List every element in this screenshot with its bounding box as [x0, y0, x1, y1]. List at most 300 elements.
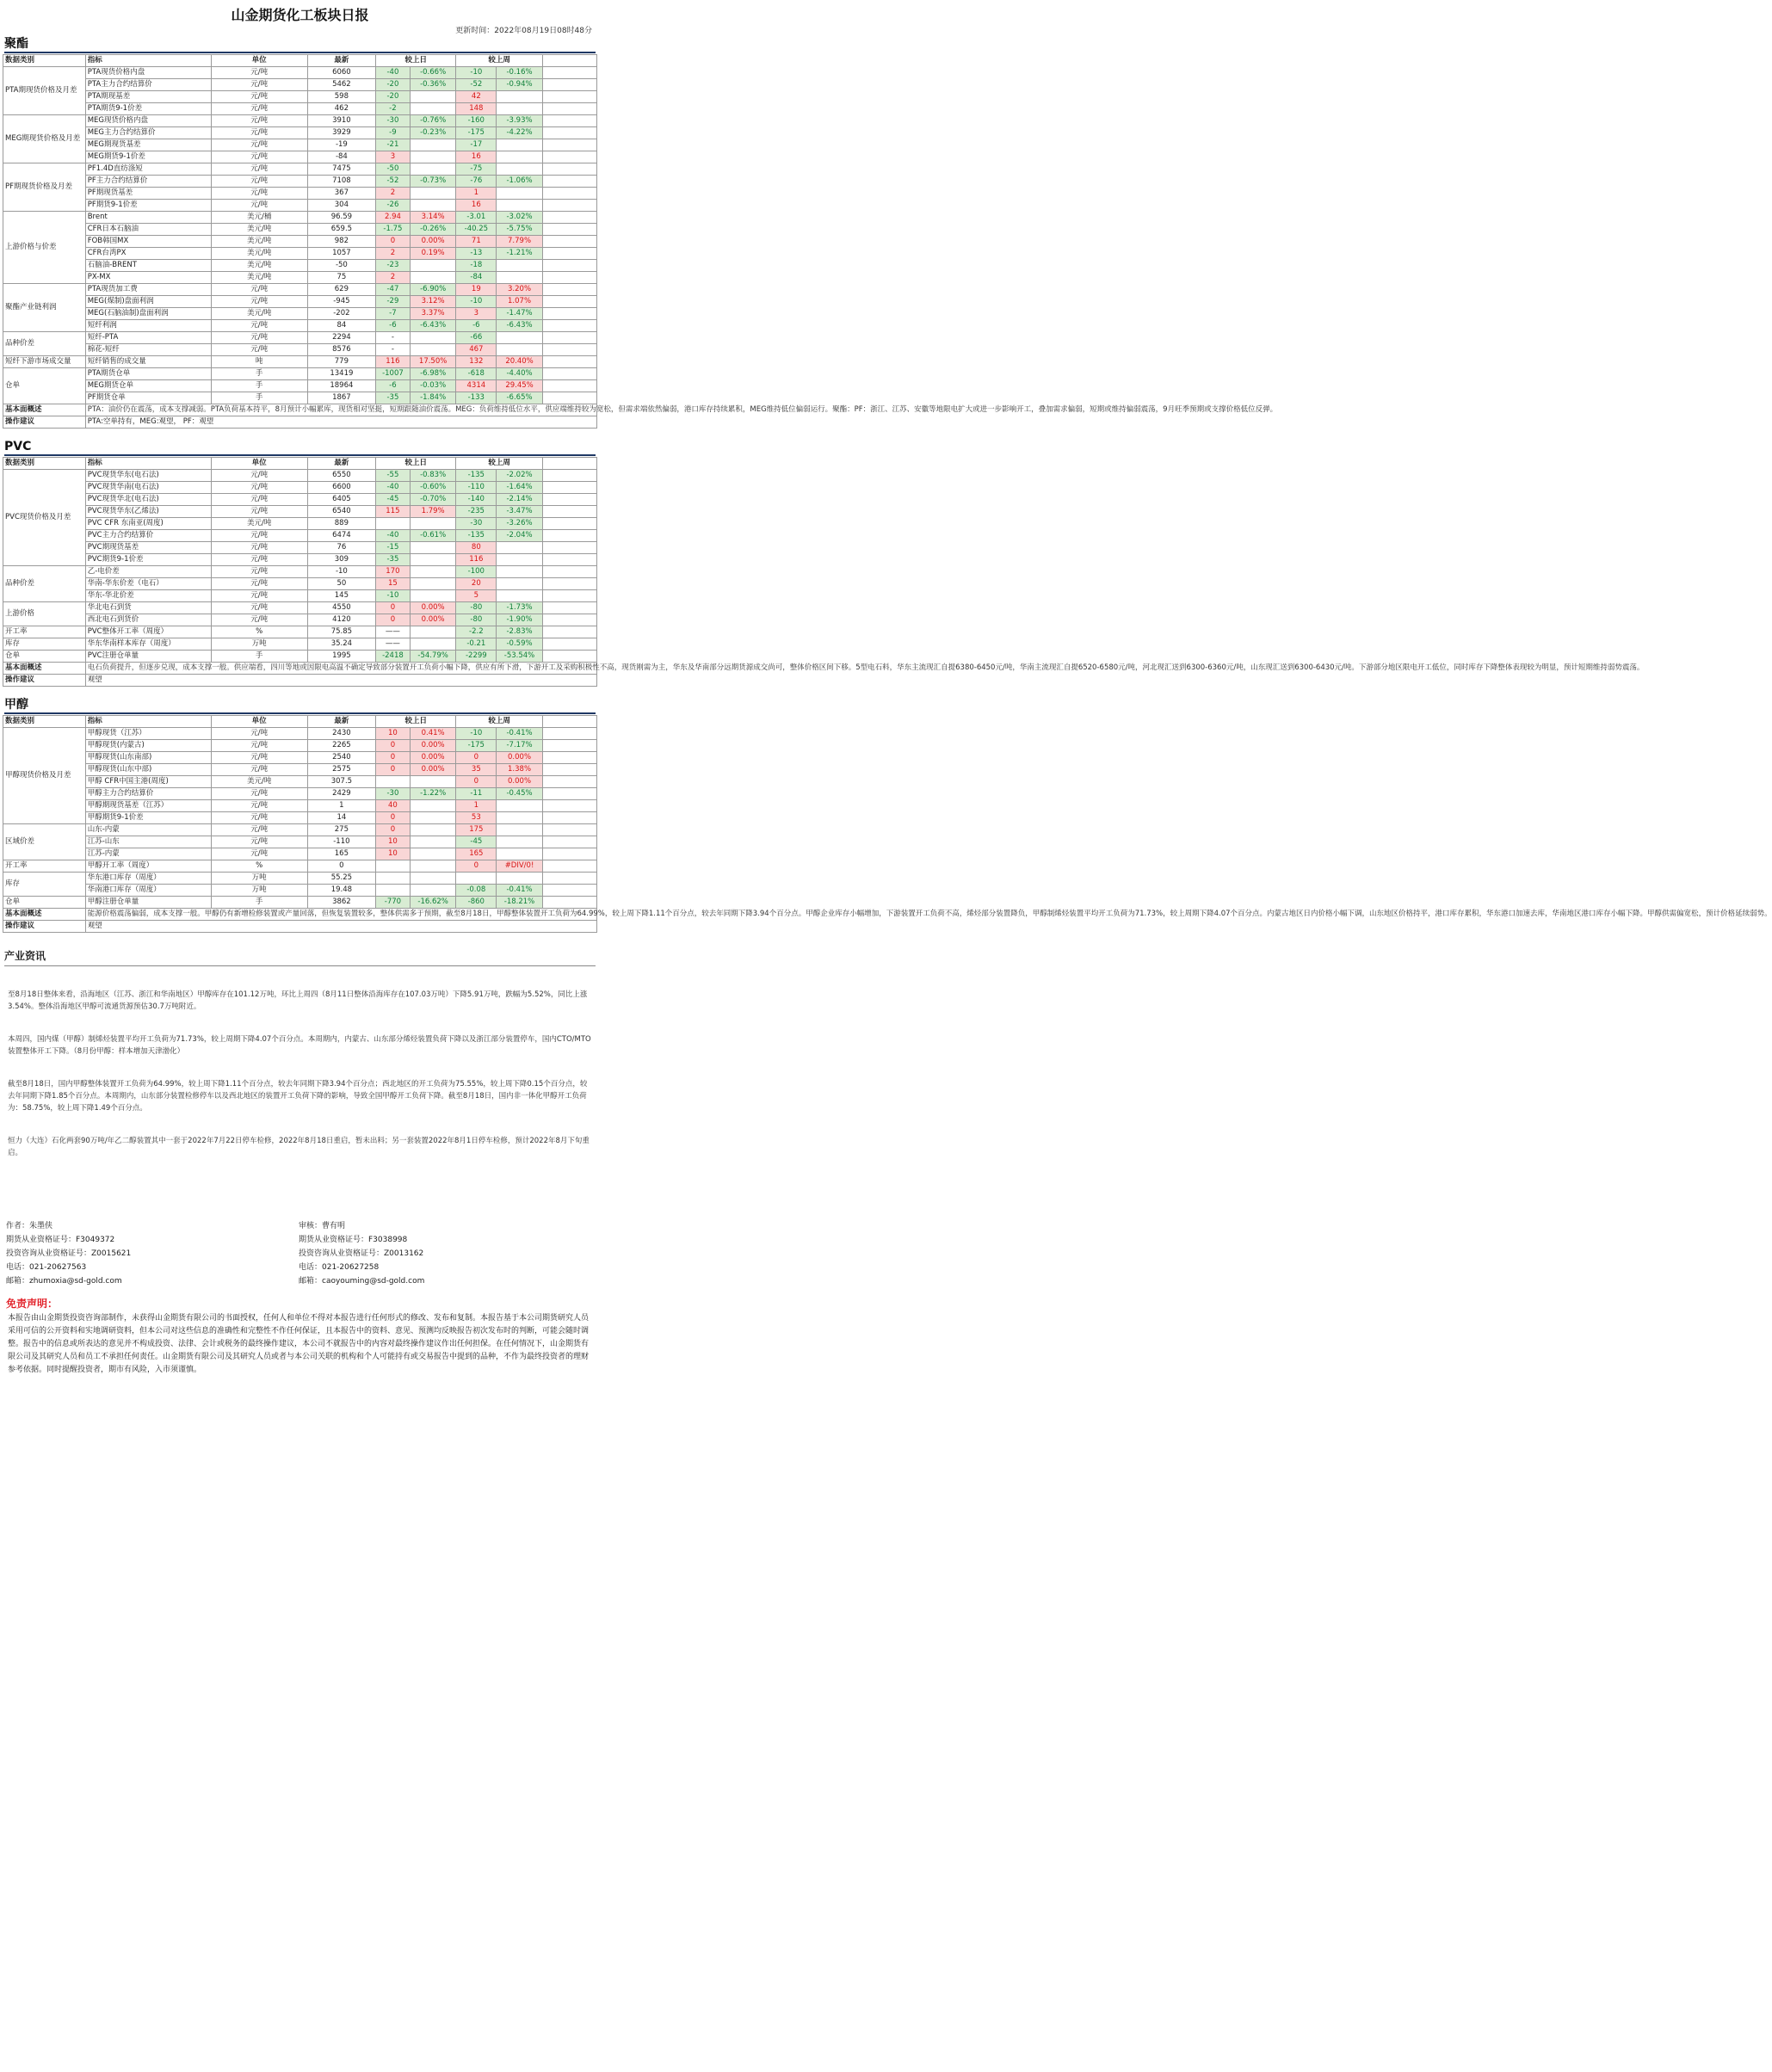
header-spacer: [542, 716, 596, 728]
category-cell: 开工率: [3, 860, 86, 873]
wow-pct-cell: [497, 590, 543, 602]
wow-pct-cell: -0.16%: [497, 67, 543, 79]
table-row: [3, 188, 597, 200]
wow-change-cell: 1: [456, 800, 497, 812]
category-cell: 聚酯产业链利润: [3, 284, 86, 332]
unit-cell: 元/吨: [211, 127, 307, 139]
dod-change-cell: 0: [376, 752, 411, 764]
unit-cell: 元/吨: [211, 151, 307, 163]
wow-pct-cell: -0.94%: [497, 79, 543, 91]
unit-cell: 元/吨: [211, 788, 307, 800]
section-divider: [4, 52, 596, 53]
latest-cell: 6600: [307, 482, 375, 494]
category-cell: PF期现货价格及月差: [3, 163, 86, 212]
wow-change-cell: 1: [456, 188, 497, 200]
advice-label: 操作建议: [3, 675, 86, 687]
latest-cell: 7475: [307, 163, 375, 176]
wow-pct-cell: 3.20%: [497, 284, 543, 296]
latest-cell: 6060: [307, 67, 375, 79]
unit-cell: 元/吨: [211, 542, 307, 554]
indicator-cell: PVC CFR 东南亚(周度): [85, 518, 211, 530]
table-row: [3, 590, 597, 602]
latest-cell: 659.5: [307, 224, 375, 236]
wow-change-cell: 16: [456, 151, 497, 163]
indicator-cell: PF主力合约结算价: [85, 176, 211, 188]
dod-pct-cell: [410, 590, 456, 602]
spacer-cell: [542, 897, 596, 909]
unit-cell: 元/吨: [211, 320, 307, 332]
latest-cell: 2265: [307, 740, 375, 752]
dod-change-cell: -23: [376, 260, 411, 272]
latest-cell: 2429: [307, 788, 375, 800]
dod-pct-cell: -0.61%: [410, 530, 456, 542]
dod-change-cell: 10: [376, 728, 411, 740]
unit-cell: 万吨: [211, 873, 307, 885]
dod-change-cell: 116: [376, 356, 411, 368]
header-category: 数据类别: [3, 716, 86, 728]
latest-cell: 5462: [307, 79, 375, 91]
header-indicator: 指标: [85, 716, 211, 728]
indicator-cell: Brent: [85, 212, 211, 224]
wow-pct-cell: -0.41%: [497, 728, 543, 740]
category-cell: 区域价差: [3, 824, 86, 860]
wow-change-cell: -140: [456, 494, 497, 506]
data-table: [3, 54, 1278, 429]
wow-change-cell: 132: [456, 356, 497, 368]
wow-change-cell: -175: [456, 740, 497, 752]
table-row: [3, 740, 597, 752]
wow-pct-cell: 0.00%: [497, 776, 543, 788]
indicator-cell: PVC现货华东(乙烯法): [85, 506, 211, 518]
latest-cell: 309: [307, 554, 375, 566]
dod-change-cell: [376, 885, 411, 897]
wow-pct-cell: -2.04%: [497, 530, 543, 542]
header-wow: 较上周: [456, 458, 542, 470]
sections-container: [3, 36, 1772, 943]
indicator-cell: 华东-华北价差: [85, 590, 211, 602]
section-title: 聚酯: [4, 37, 28, 51]
dod-pct-cell: -0.73%: [410, 176, 456, 188]
wow-change-cell: -235: [456, 506, 497, 518]
table-row: [3, 320, 597, 332]
wow-change-cell: 80: [456, 542, 497, 554]
section-divider: [4, 712, 596, 714]
unit-cell: 元/吨: [211, 139, 307, 151]
table-row: [3, 91, 597, 103]
wow-change-cell: -618: [456, 368, 497, 380]
wow-change-cell: 19: [456, 284, 497, 296]
wow-change-cell: -175: [456, 127, 497, 139]
wow-pct-cell: 0.00%: [497, 752, 543, 764]
dod-change-cell: -15: [376, 542, 411, 554]
unit-cell: 元/吨: [211, 470, 307, 482]
dod-pct-cell: -0.76%: [410, 115, 456, 127]
table-row: [3, 139, 597, 151]
wow-pct-cell: -0.41%: [497, 885, 543, 897]
wow-change-cell: 42: [456, 91, 497, 103]
dod-change-cell: -47: [376, 284, 411, 296]
dod-change-cell: -52: [376, 176, 411, 188]
dod-pct-cell: 0.19%: [410, 248, 456, 260]
dod-pct-cell: [410, 542, 456, 554]
category-cell: PTA期现货价格及月差: [3, 67, 86, 115]
unit-cell: 万吨: [211, 885, 307, 897]
unit-cell: 元/吨: [211, 728, 307, 740]
dod-change-cell: -35: [376, 554, 411, 566]
dod-pct-cell: -0.60%: [410, 482, 456, 494]
wow-change-cell: -80: [456, 614, 497, 626]
latest-cell: 889: [307, 518, 375, 530]
dod-change-cell: 0: [376, 614, 411, 626]
wow-change-cell: -80: [456, 602, 497, 614]
dod-pct-cell: [410, 332, 456, 344]
category-cell: 开工率: [3, 626, 86, 638]
indicator-cell: PVC现货华北(电石法): [85, 494, 211, 506]
dod-pct-cell: [410, 812, 456, 824]
dod-pct-cell: -6.90%: [410, 284, 456, 296]
indicator-cell: 甲醇注册仓单量: [85, 897, 211, 909]
unit-cell: 万吨: [211, 638, 307, 651]
table-row: [3, 200, 597, 212]
indicator-cell: 华南港口库存（周度）: [85, 885, 211, 897]
spacer-cell: [542, 764, 596, 776]
dod-pct-cell: 0.00%: [410, 764, 456, 776]
dod-pct-cell: 0.00%: [410, 602, 456, 614]
indicator-cell: CFR日本石脑油: [85, 224, 211, 236]
header-dod: 较上日: [376, 458, 456, 470]
header-dod: 较上日: [376, 55, 456, 67]
advice-row: [3, 921, 597, 933]
unit-cell: 元/吨: [211, 752, 307, 764]
author-license: 期货从业资格证号：F3049372: [6, 1236, 115, 1244]
unit-cell: 元/吨: [211, 764, 307, 776]
table-row: [3, 176, 597, 188]
table-row: [3, 554, 597, 566]
table-row: [3, 392, 597, 404]
wow-change-cell: -40.25: [456, 224, 497, 236]
spacer-cell: [542, 518, 596, 530]
author-column: [6, 1219, 299, 1288]
spacer-cell: [542, 91, 596, 103]
category-cell: PVC现货价格及月差: [3, 470, 86, 566]
unit-cell: 元/吨: [211, 332, 307, 344]
wow-pct-cell: -2.14%: [497, 494, 543, 506]
dod-change-cell: -50: [376, 163, 411, 176]
dod-pct-cell: 3.14%: [410, 212, 456, 224]
unit-cell: 元/吨: [211, 344, 307, 356]
spacer-cell: [542, 380, 596, 392]
unit-cell: 元/吨: [211, 67, 307, 79]
unit-cell: 元/吨: [211, 200, 307, 212]
wow-change-cell: 35: [456, 764, 497, 776]
wow-pct-cell: -1.90%: [497, 614, 543, 626]
dod-pct-cell: [410, 873, 456, 885]
dod-change-cell: [376, 518, 411, 530]
dod-pct-cell: [410, 91, 456, 103]
latest-cell: 1867: [307, 392, 375, 404]
spacer-cell: [542, 344, 596, 356]
fundamentals-label: 基本面概述: [3, 404, 86, 416]
indicator-cell: 江苏-内蒙: [85, 848, 211, 860]
wow-pct-cell: [497, 824, 543, 836]
spacer-cell: [542, 356, 596, 368]
spacer-cell: [542, 368, 596, 380]
indicator-cell: PTA现货加工费: [85, 284, 211, 296]
table-row: [3, 848, 597, 860]
spacer-cell: [542, 224, 596, 236]
spacer-cell: [542, 248, 596, 260]
dod-change-cell: -20: [376, 79, 411, 91]
reviewer-name: 审核：曹有明: [299, 1222, 346, 1230]
unit-cell: 元/吨: [211, 602, 307, 614]
dod-pct-cell: [410, 860, 456, 873]
dod-change-cell: ——: [376, 626, 411, 638]
indicator-cell: 华北电石到货: [85, 602, 211, 614]
latest-cell: 598: [307, 91, 375, 103]
table-row: [3, 897, 597, 909]
unit-cell: 美元/吨: [211, 272, 307, 284]
latest-cell: -10: [307, 566, 375, 578]
dod-pct-cell: [410, 163, 456, 176]
data-table: [3, 715, 1772, 933]
latest-cell: 2294: [307, 332, 375, 344]
section-title: 甲醇: [4, 698, 28, 712]
wow-pct-cell: [497, 566, 543, 578]
fundamentals-text: PTA：油价仍在震荡，成本支撑减弱。PTA负荷基本持平，8月预计小幅累库，现货相对坚挺，短期跟随油价震荡。MEG：负荷维持低位水平，供应端维持较为宽松，但需求端依然偏弱，港口库存持续累积，MEG维持低位偏弱运行。聚酯：PF：浙江、江苏、安徽等地限电扩大或进一步影响开工，叠加需求偏弱，短期或维持偏弱震荡，9月旺季预期或支撑价格低位反弹。: [85, 404, 596, 416]
fundamentals-row: [3, 663, 597, 675]
latest-cell: 629: [307, 284, 375, 296]
indicator-cell: 甲醇期货9-1价差: [85, 812, 211, 824]
latest-cell: 2575: [307, 764, 375, 776]
dod-pct-cell: -0.23%: [410, 127, 456, 139]
spacer-cell: [542, 188, 596, 200]
spacer-cell: [542, 885, 596, 897]
spacer-cell: [542, 296, 596, 308]
wow-pct-cell: [497, 873, 543, 885]
author-phone: 电话：021-20627563: [6, 1263, 87, 1272]
header-category: 数据类别: [3, 55, 86, 67]
section-gap: [3, 429, 597, 439]
unit-cell: 元/吨: [211, 296, 307, 308]
dod-change-cell: -26: [376, 200, 411, 212]
wow-change-cell: -135: [456, 530, 497, 542]
latest-cell: 3862: [307, 897, 375, 909]
latest-cell: 75.85: [307, 626, 375, 638]
unit-cell: 元/吨: [211, 530, 307, 542]
spacer-cell: [542, 494, 596, 506]
dod-change-cell: -: [376, 344, 411, 356]
wow-change-cell: -133: [456, 392, 497, 404]
spacer-cell: [542, 554, 596, 566]
wow-pct-cell: [497, 554, 543, 566]
latest-cell: 14: [307, 812, 375, 824]
wow-pct-cell: -3.47%: [497, 506, 543, 518]
dod-change-cell: -2418: [376, 651, 411, 663]
table-row: [3, 566, 597, 578]
latest-cell: -84: [307, 151, 375, 163]
indicator-cell: MEG(石脑油制)盘面利润: [85, 308, 211, 320]
indicator-cell: MEG主力合约结算价: [85, 127, 211, 139]
dod-pct-cell: -0.36%: [410, 79, 456, 91]
spacer-cell: [542, 614, 596, 626]
unit-cell: 美元/桶: [211, 212, 307, 224]
table-row: [3, 824, 597, 836]
dod-pct-cell: [410, 260, 456, 272]
dod-change-cell: ——: [376, 638, 411, 651]
wow-pct-cell: [497, 272, 543, 284]
dod-change-cell: 0: [376, 602, 411, 614]
table-row: [3, 79, 597, 91]
disclaimer-title: 免责声明：: [6, 1298, 59, 1310]
wow-change-cell: 175: [456, 824, 497, 836]
unit-cell: 美元/吨: [211, 236, 307, 248]
dod-change-cell: 2: [376, 248, 411, 260]
wow-pct-cell: 1.38%: [497, 764, 543, 776]
reviewer-column: [299, 1219, 591, 1288]
header-latest: 最新: [307, 55, 375, 67]
unit-cell: 元/吨: [211, 188, 307, 200]
unit-cell: 手: [211, 380, 307, 392]
dod-change-cell: -40: [376, 67, 411, 79]
header-wow: 较上周: [456, 55, 542, 67]
table-row: [3, 470, 597, 482]
wow-pct-cell: 29.45%: [497, 380, 543, 392]
latest-cell: -50: [307, 260, 375, 272]
wow-pct-cell: [497, 848, 543, 860]
dod-pct-cell: -6.43%: [410, 320, 456, 332]
wow-pct-cell: [497, 578, 543, 590]
dod-pct-cell: 0.00%: [410, 236, 456, 248]
dod-change-cell: [376, 776, 411, 788]
unit-cell: 美元/吨: [211, 224, 307, 236]
unit-cell: 元/吨: [211, 115, 307, 127]
unit-cell: 元/吨: [211, 740, 307, 752]
latest-cell: 50: [307, 578, 375, 590]
wow-change-cell: -3.01: [456, 212, 497, 224]
wow-change-cell: -10: [456, 296, 497, 308]
table-row: [3, 764, 597, 776]
latest-cell: 8576: [307, 344, 375, 356]
unit-cell: 元/吨: [211, 79, 307, 91]
dod-change-cell: -770: [376, 897, 411, 909]
header-unit: 单位: [211, 716, 307, 728]
unit-cell: 手: [211, 897, 307, 909]
dod-change-cell: -1.75: [376, 224, 411, 236]
dod-pct-cell: [410, 848, 456, 860]
wow-pct-cell: -0.45%: [497, 788, 543, 800]
table-row: [3, 885, 597, 897]
spacer-cell: [542, 151, 596, 163]
dod-pct-cell: -1.22%: [410, 788, 456, 800]
wow-change-cell: 0: [456, 860, 497, 873]
dod-change-cell: 0: [376, 740, 411, 752]
spacer-cell: [542, 542, 596, 554]
spacer-cell: [542, 482, 596, 494]
latest-cell: 96.59: [307, 212, 375, 224]
unit-cell: 元/吨: [211, 800, 307, 812]
dod-pct-cell: 3.37%: [410, 308, 456, 320]
author-block: [3, 1219, 597, 1288]
unit-cell: 元/吨: [211, 163, 307, 176]
indicator-cell: 甲醇现货（江苏）: [85, 728, 211, 740]
advice-text: 观望: [85, 675, 596, 687]
wow-change-cell: -84: [456, 272, 497, 284]
header-spacer: [542, 55, 596, 67]
header-wow: 较上周: [456, 716, 542, 728]
dod-pct-cell: -0.83%: [410, 470, 456, 482]
table-row: [3, 494, 597, 506]
unit-cell: 元/吨: [211, 812, 307, 824]
spacer-cell: [542, 728, 596, 740]
dod-pct-cell: [410, 800, 456, 812]
section-gap: [3, 687, 597, 697]
wow-change-cell: 0: [456, 776, 497, 788]
spacer-cell: [542, 176, 596, 188]
unit-cell: 美元/吨: [211, 248, 307, 260]
table-row: [3, 380, 597, 392]
indicator-cell: MEG(煤制)盘面利润: [85, 296, 211, 308]
spacer-cell: [542, 127, 596, 139]
table-row: [3, 368, 597, 380]
indicator-cell: 甲醇期现货基差（江苏）: [85, 800, 211, 812]
dod-change-cell: 40: [376, 800, 411, 812]
latest-cell: 275: [307, 824, 375, 836]
latest-cell: 367: [307, 188, 375, 200]
indicator-cell: 甲醇现货(山东南部): [85, 752, 211, 764]
wow-change-cell: 20: [456, 578, 497, 590]
latest-cell: 1995: [307, 651, 375, 663]
reviewer-email: 邮箱：caoyouming@sd-gold.com: [299, 1277, 425, 1286]
spacer-cell: [542, 788, 596, 800]
category-cell: 上游价格: [3, 602, 86, 626]
table-row: [3, 260, 597, 272]
spacer-cell: [542, 67, 596, 79]
table-row: [3, 212, 597, 224]
table-row: [3, 284, 597, 296]
wow-change-cell: -0.08: [456, 885, 497, 897]
wow-pct-cell: -2.83%: [497, 626, 543, 638]
dod-pct-cell: [410, 626, 456, 638]
dod-change-cell: -10: [376, 590, 411, 602]
indicator-cell: PTA现货价格内盘: [85, 67, 211, 79]
advice-label: 操作建议: [3, 921, 86, 933]
wow-pct-cell: -53.54%: [497, 651, 543, 663]
wow-pct-cell: -3.26%: [497, 518, 543, 530]
dod-pct-cell: [410, 566, 456, 578]
spacer-cell: [542, 308, 596, 320]
indicator-cell: PF期货9-1价差: [85, 200, 211, 212]
table-row: [3, 506, 597, 518]
indicator-cell: 石脑油-BRENT: [85, 260, 211, 272]
unit-cell: 元/吨: [211, 824, 307, 836]
wow-change-cell: 71: [456, 236, 497, 248]
dod-pct-cell: [410, 836, 456, 848]
latest-cell: 6550: [307, 470, 375, 482]
dod-pct-cell: -6.98%: [410, 368, 456, 380]
table-row: [3, 356, 597, 368]
category-cell: 库存: [3, 638, 86, 651]
indicator-cell: PVC现货华南(电石法): [85, 482, 211, 494]
dod-change-cell: 115: [376, 506, 411, 518]
news-paragraph: 恒力（大连）石化两套90万吨/年乙二醇装置其中一套于2022年7月22日停车检修，2022年8月18日重启，暂未出料；另一套装置2022年8月1日停车检修，预计2022年8月下旬重启。: [8, 1137, 590, 1157]
spacer-cell: [542, 860, 596, 873]
spacer-cell: [542, 332, 596, 344]
dod-pct-cell: [410, 344, 456, 356]
spacer-cell: [542, 506, 596, 518]
indicator-cell: MEG期现货基差: [85, 139, 211, 151]
category-cell: 上游价格与价差: [3, 212, 86, 284]
unit-cell: 元/吨: [211, 91, 307, 103]
